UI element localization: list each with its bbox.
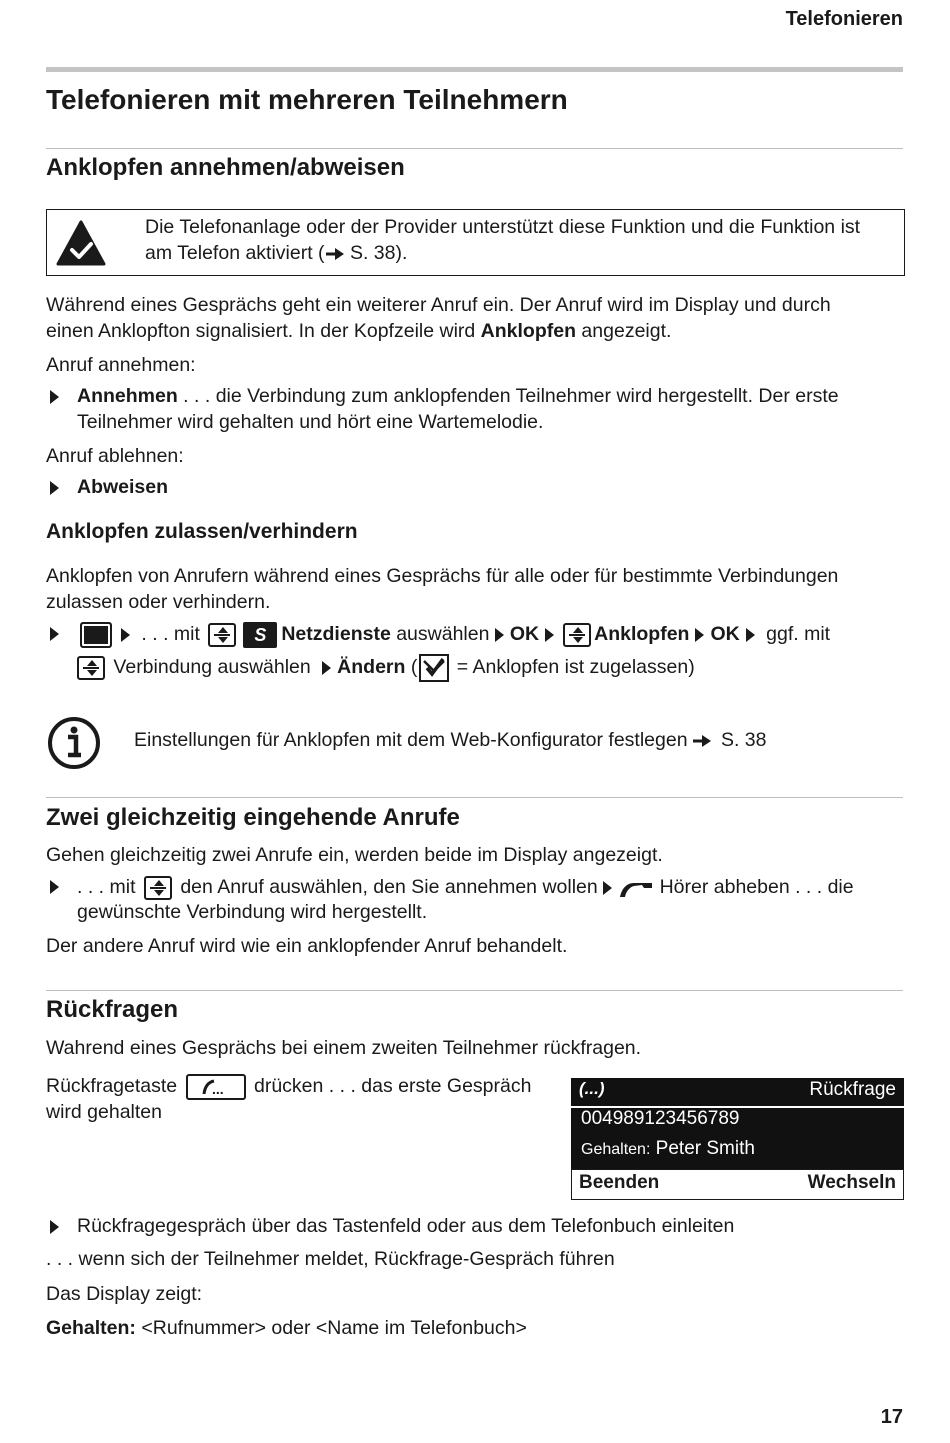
accept-step-cont: Teilnehmer wird gehalten und hört eine Wartemelodie.	[77, 411, 544, 433]
display-number: 004989123456789	[581, 1108, 740, 1129]
bullet-icon	[50, 627, 59, 641]
softkey-beenden: Beenden	[579, 1172, 660, 1193]
menu-key-icon	[80, 622, 112, 648]
procedure-step-cont: Verbindung auswählen Ändern ( = Anklopfen ist zugelassen)	[77, 652, 695, 682]
bullet-icon	[50, 481, 59, 495]
softkey-annehmen: Annehmen	[77, 385, 178, 407]
page-number: 17	[880, 1406, 903, 1428]
navigation-key-icon	[77, 656, 105, 680]
step-arrow-icon	[322, 661, 331, 675]
paragraph: Gehen gleichzeitig zwei Anrufe ein, werden beide im Display angezeigt.	[46, 844, 663, 866]
phone-display	[571, 1078, 904, 1201]
accept-label: Anruf annehmen:	[46, 354, 196, 376]
paragraph: Gehalten: <Rufnummer> oder <Name im Telefonbuch>	[46, 1317, 527, 1339]
step-arrow-icon	[495, 628, 504, 642]
step-arrow-icon	[746, 628, 755, 642]
paragraph: zulassen oder verhindern.	[46, 591, 271, 613]
divider	[46, 990, 903, 991]
procedure-step: . . . mit den Anruf auswählen, den Sie annehmen wollen Hörer abheben . . . die	[77, 876, 854, 898]
info-text: Einstellungen für Anklopfen mit dem Web-Konfigurator festlegen S. 38	[134, 729, 767, 751]
display-header	[571, 1078, 904, 1106]
divider	[46, 797, 903, 798]
section-title-rueckfragen: Rückfragen	[46, 996, 179, 1023]
checkbox-checked-icon	[419, 654, 449, 682]
step-arrow-icon	[603, 881, 612, 895]
step-arrow-icon	[121, 628, 130, 642]
subsection-title: Anklopfen zulassen/verhindern	[46, 520, 358, 543]
info-icon	[47, 716, 101, 770]
display-body	[571, 1108, 904, 1169]
navigation-key-icon	[563, 623, 591, 647]
paragraph: Der andere Anruf wird wie ein anklopfender Anruf behandelt.	[46, 935, 568, 957]
accept-step: Annehmen . . . die Verbindung zum anklopfenden Teilnehmer wird hergestellt. Der erste	[77, 385, 839, 407]
bullet-icon	[50, 880, 59, 894]
paragraph: Während eines Gesprächs geht ein weiterer Anruf ein. Der Anruf wird im Display und durch	[46, 294, 831, 316]
step-arrow-icon	[545, 628, 554, 642]
step-arrow-icon	[695, 628, 704, 642]
softkey-abweisen: Abweisen	[77, 476, 169, 498]
consult-key-step: Rückfragetaste ... drücken . . . das erste Gespräch	[46, 1071, 531, 1101]
running-header: Telefonieren	[785, 8, 903, 30]
reject-label: Anruf ablehnen:	[46, 445, 184, 467]
section-title-two-calls: Zwei gleichzeitig eingehende Anrufe	[46, 804, 460, 831]
page-title: Telefonieren mit mehreren Teilnehmern	[46, 84, 568, 115]
consult-key-step-cont: wird gehalten	[46, 1101, 162, 1123]
note-text-line2: am Telefon aktiviert ( S. 38).	[145, 242, 408, 264]
bullet-icon	[50, 1220, 59, 1234]
consult-key-icon	[186, 1074, 246, 1100]
display-softkeys	[571, 1169, 904, 1200]
check-warning-icon	[56, 220, 106, 266]
navigation-key-icon	[144, 876, 172, 900]
reference-arrow-icon	[325, 247, 345, 261]
network-services-icon: S	[243, 622, 277, 648]
paragraph: einen Anklopfton signalisiert. In der Kopfzeile wird Anklopfen angezeigt.	[46, 320, 672, 342]
paragraph: Das Display zeigt:	[46, 1283, 203, 1305]
reference-arrow-icon	[692, 734, 712, 748]
bullet-icon	[50, 390, 59, 404]
procedure-step: Rückfragegespräch über das Tastenfeld oder aus dem Telefonbuch einleiten	[77, 1215, 735, 1237]
procedure-step: . . . mit S Netzdienste auswählen OK Anklopfen OK ggf. mit	[77, 619, 830, 649]
svg-text:...: ...	[211, 1080, 224, 1097]
header-rule	[46, 67, 903, 72]
procedure-step-cont: gewünschte Verbindung wird hergestellt.	[77, 901, 428, 923]
paragraph: . . . wenn sich der Teilnehmer meldet, Rückfrage-Gespräch führen	[46, 1248, 615, 1270]
prerequisite-note	[46, 209, 905, 276]
paragraph: Anklopfen von Anrufern während eines Gesprächs für alle oder für bestimmte Verbindungen	[46, 565, 839, 587]
note-text-line1: Die Telefonanlage oder der Provider unterstützt diese Funktion und die Funktion ist	[145, 216, 861, 238]
call-status-icon: (...)	[579, 1079, 605, 1098]
softkey-wechseln: Wechseln	[807, 1172, 896, 1193]
display-held: Gehalten: Peter Smith	[581, 1138, 755, 1159]
display-title: Rückfrage	[809, 1079, 896, 1100]
section-title-anklopfen: Anklopfen annehmen/abweisen	[46, 154, 405, 181]
handset-icon	[618, 877, 654, 899]
paragraph: Wahrend eines Gesprächs bei einem zweiten Teilnehmer rückfragen.	[46, 1037, 642, 1059]
divider	[46, 148, 903, 149]
navigation-key-icon	[208, 623, 236, 647]
